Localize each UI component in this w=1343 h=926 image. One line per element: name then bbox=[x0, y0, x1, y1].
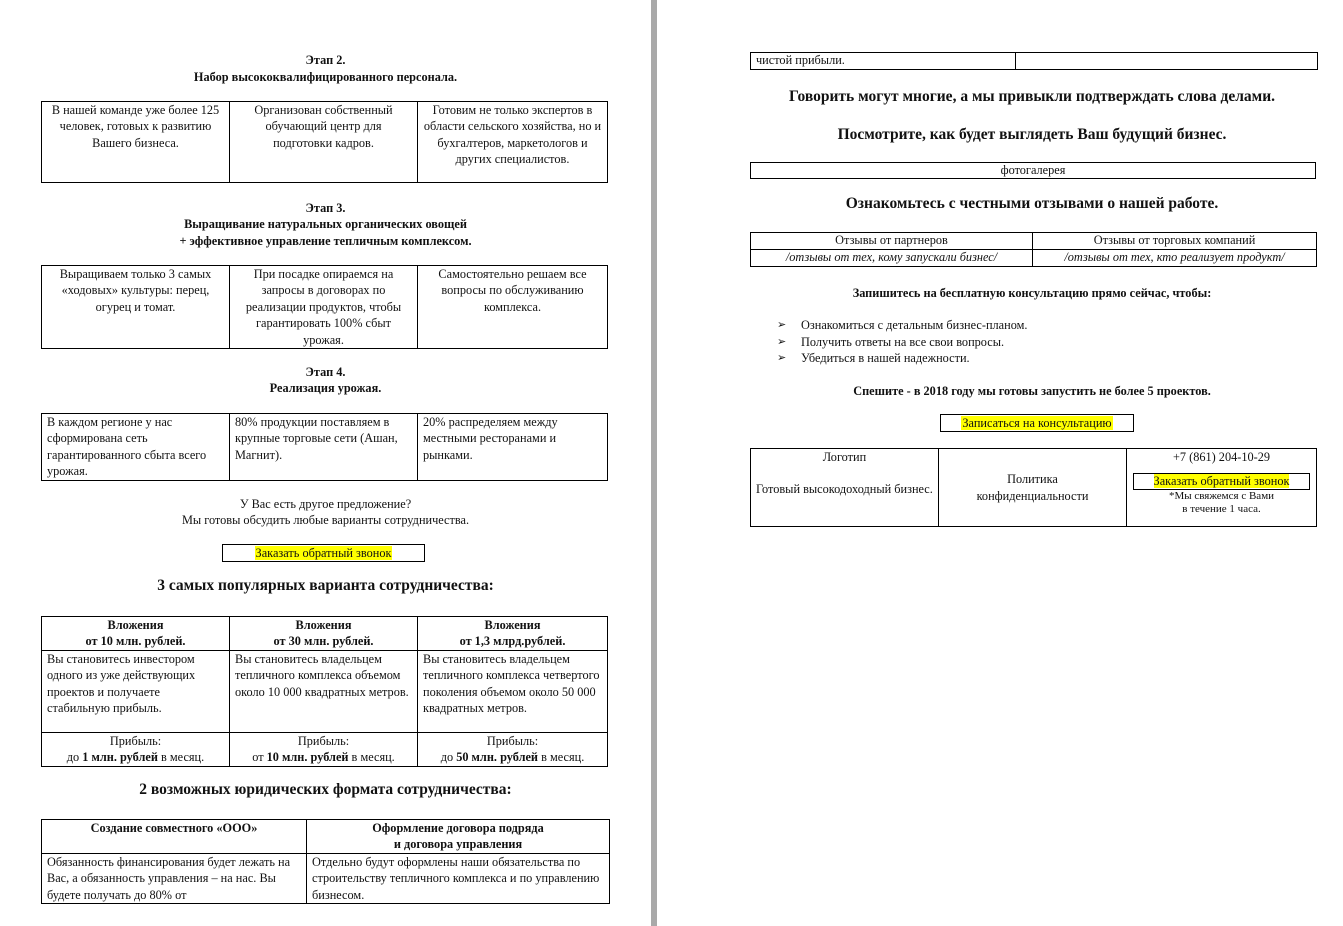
stage4-cell: 20% распределяем между местными ресторанами и рынками. bbox=[418, 414, 608, 481]
list-item bbox=[777, 334, 1277, 351]
stage3-subtitle-line1: Выращивание натуральных органических овощей bbox=[184, 217, 467, 231]
variant-head-label: Вложения bbox=[107, 618, 164, 632]
legal-head-line: Оформление договора подряда bbox=[372, 821, 544, 835]
trade-reviews-sub: /отзывы от тех, кто реализует продукт/ bbox=[1033, 250, 1317, 267]
profit-amount: 1 млн. рублей bbox=[82, 750, 158, 765]
look-heading: Посмотрите, как будет выглядеть Ваш будущий бизнес. bbox=[837, 126, 1227, 143]
stage3-table bbox=[41, 265, 608, 349]
stage2-cell: Организован собственный обучающий центр для подготовки кадров. bbox=[230, 102, 418, 183]
left-page bbox=[0, 0, 651, 926]
legal-heading: 2 возможных юридических формата сотрудничества: bbox=[139, 781, 512, 798]
policy-line: конфиденциальности bbox=[976, 488, 1089, 503]
legal-head-contract bbox=[307, 820, 610, 854]
profit-value bbox=[47, 749, 224, 765]
variant-head-label: Вложения bbox=[484, 618, 541, 632]
list-item-text: Убедиться в нашей надежности. bbox=[801, 351, 970, 365]
stage3-cell: Самостоятельно решаем все вопросы по обслуживанию комплекса. bbox=[418, 266, 608, 349]
list-item-text: Получить ответы на все свои вопросы. bbox=[801, 334, 1005, 349]
checklist bbox=[777, 317, 1277, 367]
variant-profit bbox=[42, 732, 230, 766]
policy-line: Политика bbox=[1007, 472, 1058, 487]
variant-head-amount: от 30 млн. рублей. bbox=[273, 634, 374, 649]
callback-button-label: Заказать обратный звонок bbox=[255, 546, 392, 560]
profit-amount: 10 млн. рублей bbox=[266, 750, 349, 765]
profit-continuation-cell: чистой прибыли. bbox=[751, 53, 1016, 70]
hurry-text: Спешите - в 2018 году мы готовы запустить не более 5 проектов. bbox=[853, 384, 1211, 398]
stage2-cell: В нашей команде уже более 125 человек, готовых к развитию Вашего бизнеса. bbox=[42, 102, 230, 183]
gallery-link[interactable]: фотогалерея bbox=[750, 162, 1316, 179]
profit-post: в месяц. bbox=[348, 750, 395, 765]
list-item bbox=[777, 317, 1277, 334]
trade-reviews-tab[interactable]: Отзывы от торговых компаний bbox=[1033, 233, 1317, 250]
variants-table bbox=[41, 616, 608, 767]
profit-pre: до bbox=[66, 750, 83, 765]
stage4-cell: В каждом регионе у нас сформирована сеть гарантированного сбыта всего урожая. bbox=[42, 414, 230, 481]
reviews-table bbox=[750, 232, 1317, 267]
variant-head bbox=[230, 617, 418, 651]
profit-amount: 50 млн. рублей bbox=[456, 750, 539, 765]
legal-body-ooo: Обязанность финансирования будет лежать на Вас, а обязанность управления – на нас. Вы будете получать до 80% от bbox=[42, 853, 307, 903]
stage3-cell: При посадке опираемся на запросы в договорах по реализации продуктов, чтобы гарантировать 100% сбыт урожая. bbox=[230, 266, 418, 349]
legal-head-line: и договора управления bbox=[393, 837, 523, 852]
empty-cell bbox=[1016, 53, 1318, 70]
stage2-title: Этап 2. bbox=[305, 53, 346, 67]
variant-body: Вы становитесь владельцем тепличного комплекса четвертого поколения объемом около 50 000 квадратных метров. bbox=[418, 650, 608, 732]
stage2-table bbox=[41, 101, 608, 183]
stage3-subtitle-line2: + эффективное управление тепличным комплексом. bbox=[179, 234, 472, 248]
profit-continuation-table bbox=[750, 52, 1318, 70]
variant-profit bbox=[230, 732, 418, 766]
privacy-policy-link[interactable] bbox=[944, 471, 1121, 504]
variants-heading: 3 самых популярных варианта сотрудничества: bbox=[157, 577, 494, 594]
right-page bbox=[657, 0, 1343, 926]
offer-question: У Вас есть другое предложение? bbox=[239, 497, 412, 511]
consult-button-label: Записаться на консультацию bbox=[962, 416, 1112, 430]
profit-label: Прибыль: bbox=[109, 733, 162, 748]
stage2-subtitle: Набор высококвалифицированного персонала. bbox=[193, 70, 458, 84]
consult-heading: Запишитесь на бесплатную консультацию прямо сейчас, чтобы: bbox=[852, 286, 1212, 300]
callback-note-line: в течение 1 часа. bbox=[1182, 503, 1261, 516]
footer-callback-button[interactable] bbox=[1133, 473, 1310, 490]
footer-callback-label: Заказать обратный звонок bbox=[1153, 474, 1290, 489]
reviews-heading: Ознакомьтесь с честными отзывами о нашей работе. bbox=[845, 195, 1219, 212]
callback-button[interactable] bbox=[222, 544, 425, 562]
logo[interactable]: Логотип bbox=[822, 450, 867, 464]
legal-body-contract: Отдельно будут оформлены наши обязательства по строительству тепличного комплекса и по управлению бизнесом. bbox=[307, 853, 610, 903]
list-item-text: Ознакомиться с детальным бизнес-планом. bbox=[801, 318, 1028, 332]
stage4-title: Этап 4. bbox=[305, 365, 346, 379]
variant-head-label: Вложения bbox=[295, 618, 352, 632]
variant-profit bbox=[418, 732, 608, 766]
profit-pre: от bbox=[252, 750, 267, 765]
stage4-cell: 80% продукции поставляем в крупные торговые сети (Ашан, Магнит). bbox=[230, 414, 418, 481]
footer-table bbox=[750, 448, 1317, 527]
profit-label: Прибыль: bbox=[297, 733, 350, 748]
offer-text: Мы готовы обсудить любые варианты сотрудничества. bbox=[181, 513, 470, 527]
check-arrow-icon: ➢ bbox=[777, 318, 787, 331]
phone-number[interactable]: +7 (861) 204-10-29 bbox=[1172, 450, 1271, 464]
variant-body: Вы становитесь владельцем тепличного комплекса объемом около 10 000 квадратных метров. bbox=[230, 650, 418, 732]
profit-post: в месяц. bbox=[157, 750, 205, 765]
profit-post: в месяц. bbox=[538, 750, 585, 765]
stage3-title: Этап 3. bbox=[305, 201, 346, 215]
stage4-table bbox=[41, 413, 608, 481]
callback-note-line: *Мы свяжемся с Вами bbox=[1168, 490, 1275, 503]
variant-head bbox=[42, 617, 230, 651]
list-item bbox=[777, 350, 1277, 367]
legal-head-ooo: Создание совместного «ООО» bbox=[42, 820, 307, 854]
footer-contact-cell bbox=[1127, 449, 1317, 527]
variant-head-amount: от 10 млн. рублей. bbox=[85, 634, 186, 649]
partners-reviews-tab[interactable]: Отзывы от партнеров bbox=[751, 233, 1033, 250]
check-arrow-icon: ➢ bbox=[777, 334, 787, 348]
consult-button[interactable] bbox=[940, 414, 1134, 432]
profit-label: Прибыль: bbox=[486, 733, 539, 748]
profit-value bbox=[235, 749, 412, 765]
stage2-cell: Готовим не только экспертов в области сельского хозяйства, но и бухгалтеров, маркетологов и других специалистов. bbox=[418, 102, 608, 183]
profit-value bbox=[423, 749, 602, 765]
variant-head bbox=[418, 617, 608, 651]
partners-reviews-sub: /отзывы от тех, кому запускали бизнес/ bbox=[751, 250, 1033, 267]
slogan: Говорить могут многие, а мы привыкли подтверждать слова делами. bbox=[788, 88, 1276, 105]
profit-pre: до bbox=[440, 750, 457, 765]
variant-body: Вы становитесь инвестором одного из уже действующих проектов и получаете стабильную прибыль. bbox=[42, 650, 230, 732]
variant-head-amount: от 1,3 млрд.рублей. bbox=[459, 634, 566, 649]
footer-logo-cell bbox=[751, 449, 939, 527]
legal-table bbox=[41, 819, 610, 904]
tagline: Готовый высокодоходный бизнес. bbox=[756, 482, 933, 497]
stage3-cell: Выращиваем только 3 самых «ходовых» культуры: перец, огурец и томат. bbox=[42, 266, 230, 349]
check-arrow-icon: ➢ bbox=[777, 351, 787, 364]
stage4-subtitle: Реализация урожая. bbox=[269, 381, 382, 395]
footer-policy-cell bbox=[939, 449, 1127, 527]
